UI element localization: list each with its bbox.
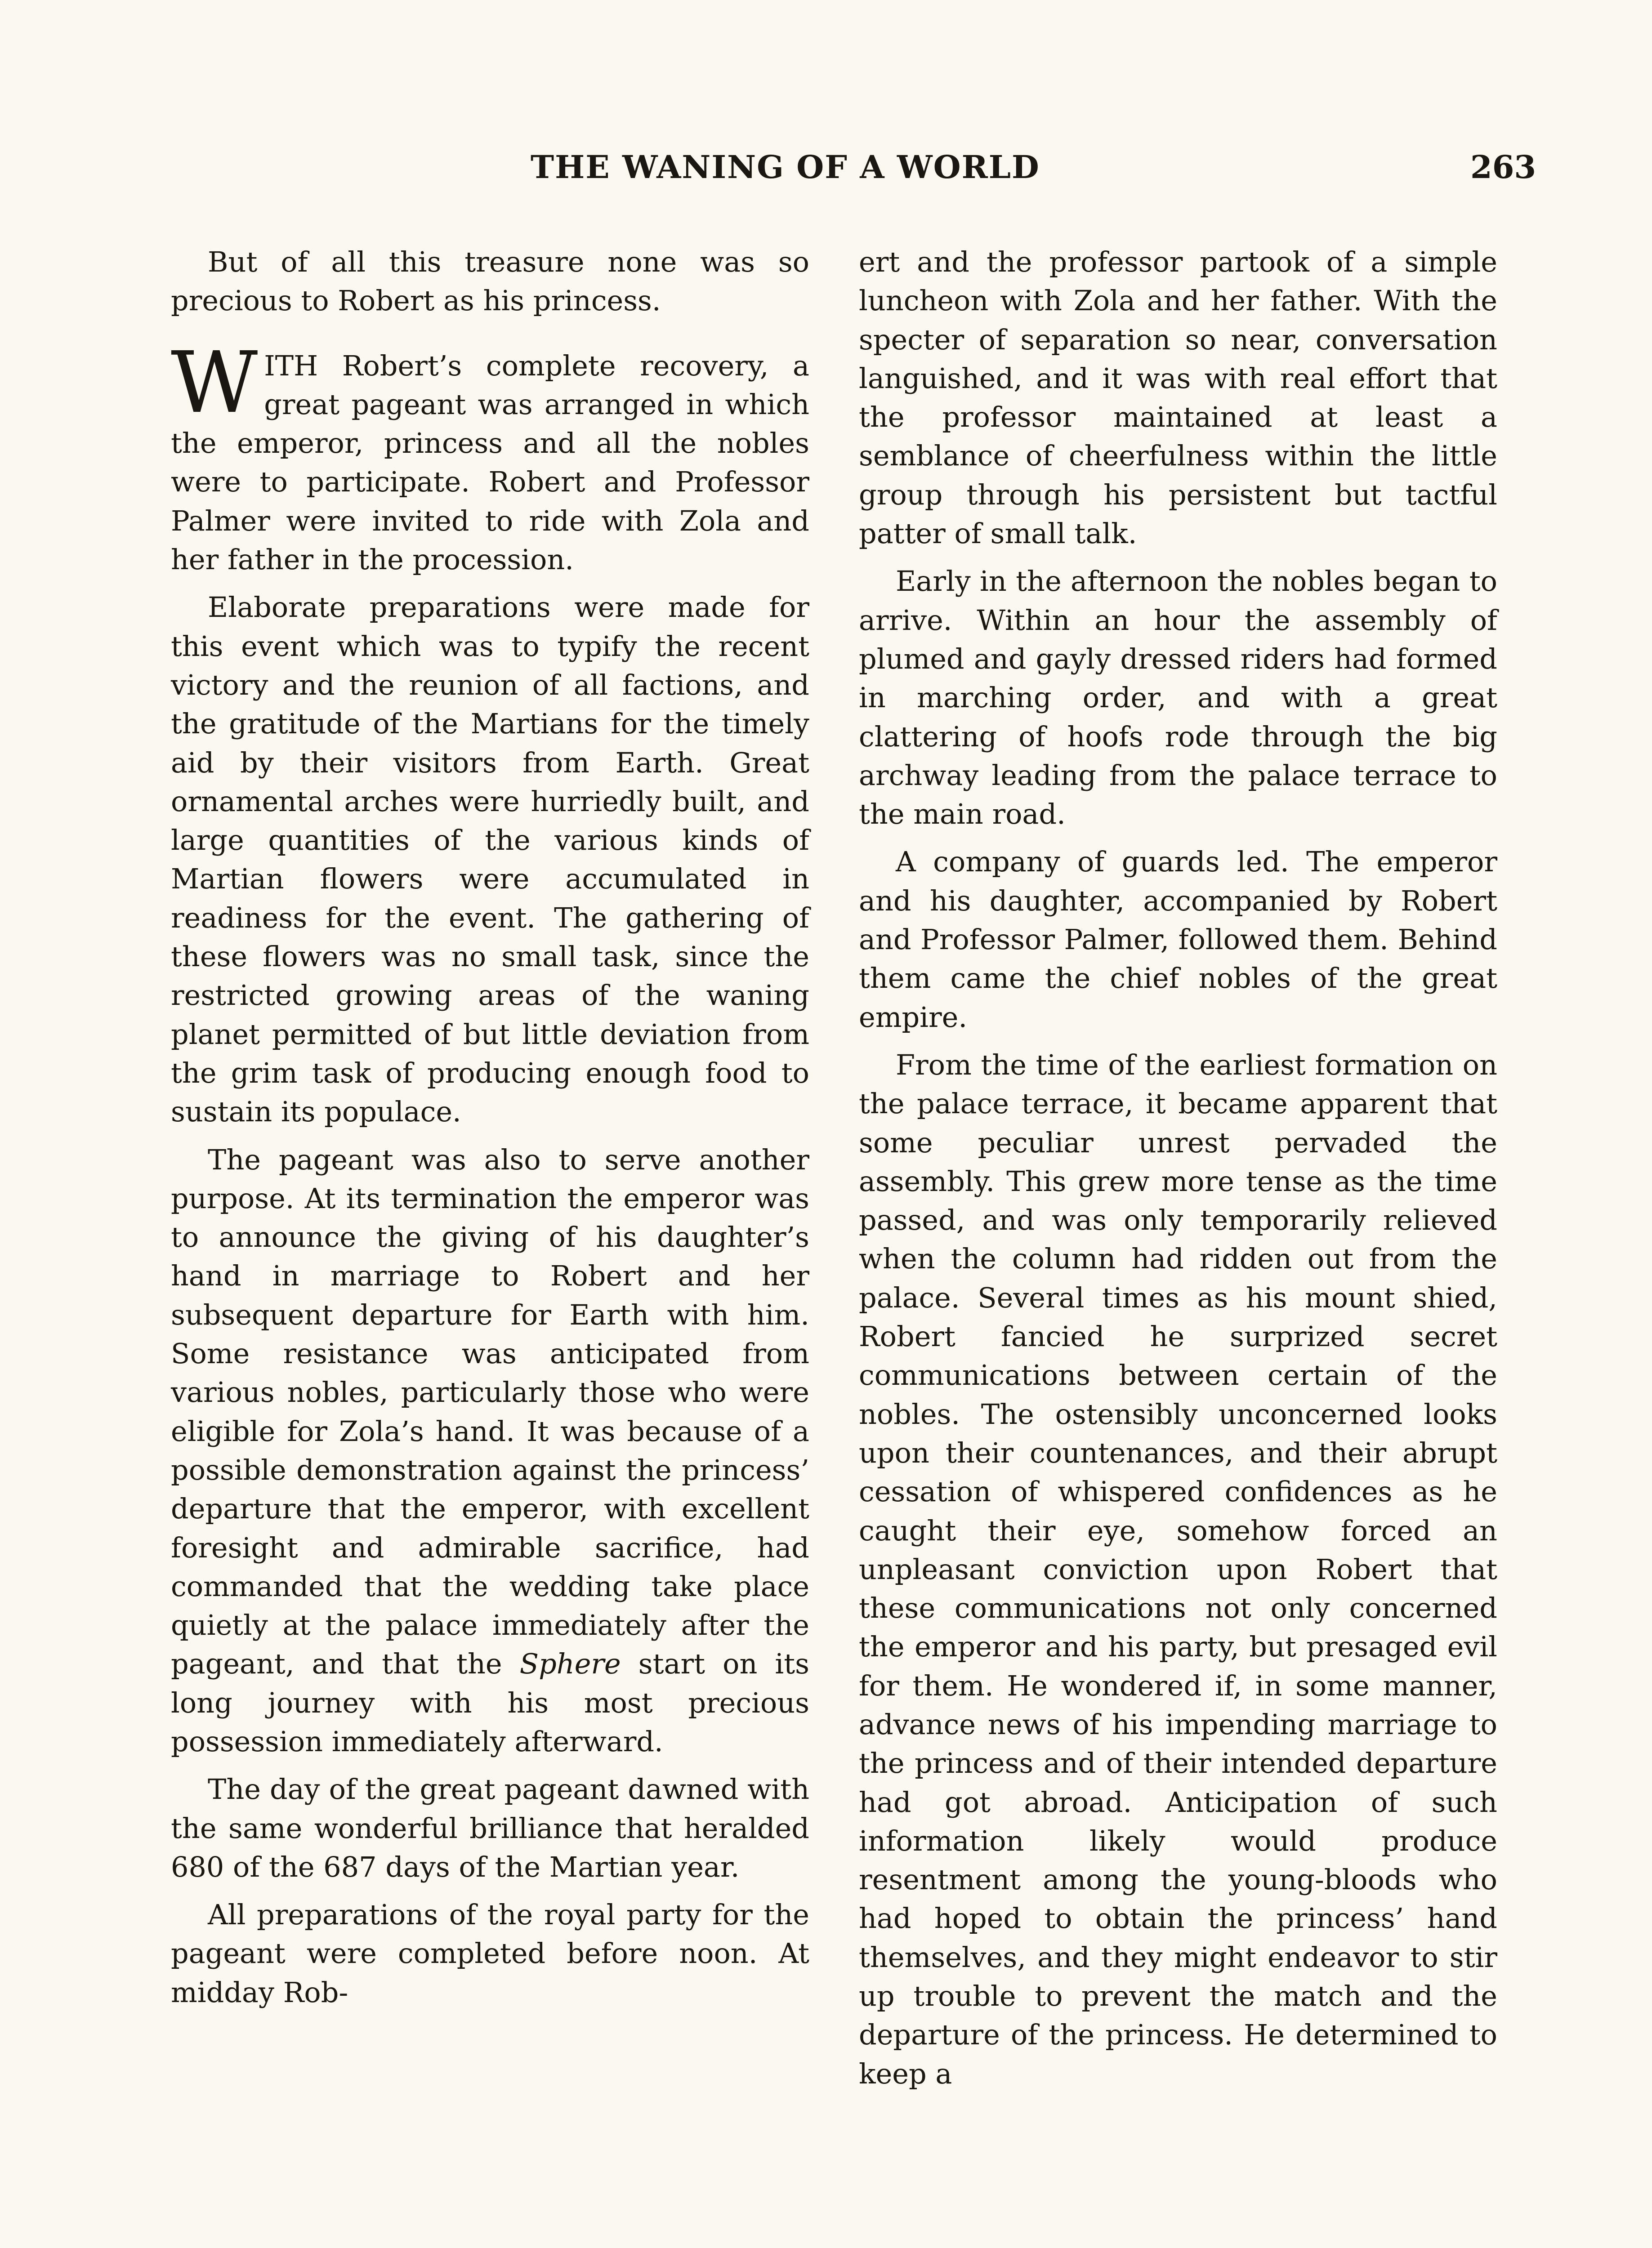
paragraph (171, 1141, 809, 1762)
page-number: 263 (1470, 148, 1536, 186)
left-column (171, 243, 809, 2021)
paragraph: A company of guards led. The emperor and his daughter, accompanied by Robert and Professor Palmer, followed them. Behind them came the chief nobles of the great empire. (859, 845, 1497, 1034)
paragraph: ert and the professor partook of a simple luncheon with Zola and her father. With the specter of separation so near, conversation languished, and it was with real effort that the professor maintained at least a semblance of cheerfulness within the little group through his persistent but tactful patter of small talk. (859, 245, 1497, 550)
paragraph-text: Robert’s complete recovery, a great pageant was arranged in which the emperor, princess and all the nobles were to participate. Robert and Professor Palmer were invited to ride with Zola and her father in the procession. (171, 349, 809, 576)
paragraph: All preparations of the royal party for the pageant were completed before noon. At midday Rob- (171, 1898, 809, 2009)
paragraph: The day of the great pageant dawned with the same wonderful brilliance that heralded 680 of the 687 days of the Martian year. (171, 1773, 809, 1883)
paragraph-text: start on its long journey with his most precious possession immediately afterward. (171, 1647, 809, 1758)
right-column (859, 243, 1497, 2102)
small-caps-lead: ITH (264, 349, 318, 382)
paragraph: Elaborate preparations were made for this event which was to typify the recent victory and the reunion of all factions, and the gratitude of the Martians for the timely aid by their visitors from Earth. Great ornamental arches were hurriedly built, and large quantities of the various kinds of Martian flowers were accumulated in readiness for the event. The gathering of these flowers was no small task, since the restricted growing areas of the waning planet permitted of but little deviation from the grim task of producing enough food to sustain its populace. (171, 591, 809, 1128)
paragraph: From the time of the earliest formation on the palace terrace, it became apparent that some peculiar unrest pervaded the assembly. This grew more tense as the time passed, and was only temporarily relieved when the column had ridden out from the palace. Several times as his mount shied, Robert fancied he surprized secret communications between certain of the nobles. The ostensibly unconcerned looks upon their countenances, and their abrupt cessation of whispered confidences as he caught their eye, somehow forced an unpleasant conviction upon Robert that these communications not only concerned the emperor and his party, but presaged evil for them. He wondered if, in some manner, advance news of his impending marriage to the princess and of their intended departure had got abroad. Anticipation of such information likely would produce resentment among the young-bloods who had hoped to obtain the princess’ hand themselves, and they might endeavor to stir up trouble to prevent the match and the departure of the princess. He determined to keep a (859, 1048, 1497, 2090)
paragraph: Early in the afternoon the nobles began to arrive. Within an hour the assembly of plumed and gayly dressed riders had formed in marching order, and with a great clattering of hoofs rode through the big archway leading from the palace terrace to the main road. (859, 565, 1497, 831)
paragraph-dropcap (171, 333, 809, 580)
paragraph: But of all this treasure none was so precious to Robert as his princess. (171, 245, 809, 317)
ship-name: Sphere (519, 1647, 621, 1681)
drop-cap: W (171, 333, 258, 432)
paragraph-text: The pageant was also to serve another purpose. At its termination the emperor was to announce the giving of his daughter’s hand in marriage to Robert and her subsequent departure for Earth with him. Some resistance was anticipated from various nobles, particularly those who were eligible for Zola’s hand. It was because of a possible demonstration against the princess’ departure that the emperor, with excellent foresight and admirable sacrifice, had commanded that the wedding take place quietly at the palace immediately after the pageant, and that the (171, 1143, 809, 1681)
running-title: THE WANING OF A WORLD (531, 148, 1040, 186)
